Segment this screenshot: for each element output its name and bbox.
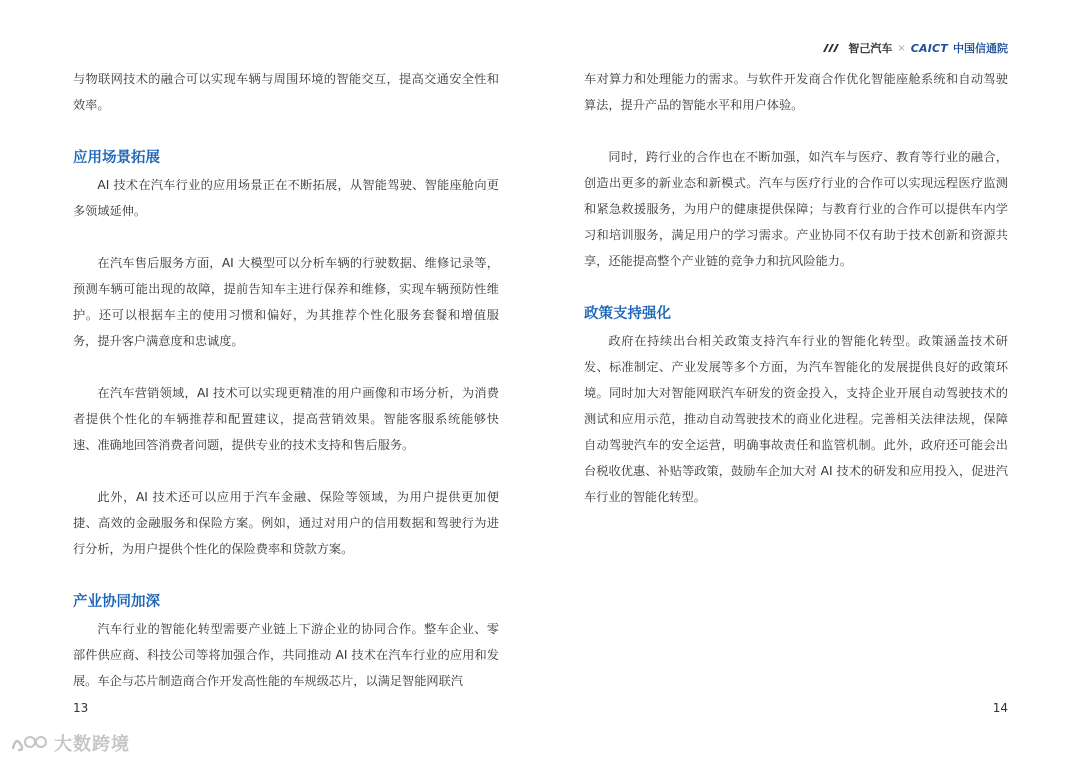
section-paragraph: AI 技术在汽车行业的应用场景正在不断拓展，从智能驾驶、智能座舱向更多领域延伸。 bbox=[73, 178, 499, 218]
right-column bbox=[584, 66, 1008, 510]
watermark-logo-icon bbox=[10, 733, 50, 753]
left-column bbox=[73, 66, 499, 694]
section-paragraph: 此外，AI 技术还可以应用于汽车金融、保险等领域，为用户提供更加便捷、高效的金融服务和保险方案。例如，通过对用户的信用数据和驾驶行为进行分析，为用户提供个性化的保险费率和贷款方案。 bbox=[73, 490, 499, 556]
intro-paragraph: 与物联网技术的融合可以实现车辆与周围环境的智能交互，提高交通安全性和效率。 bbox=[73, 72, 499, 112]
continued-paragraph: 车对算力和处理能力的需求。与软件开发商合作优化智能座舱系统和自动驾驶算法，提升产品的智能水平和用户体验。 bbox=[584, 72, 1008, 112]
brand-caict-cn: 中国信通院 bbox=[953, 42, 1008, 55]
brand-caict: CAICT bbox=[910, 41, 948, 55]
section-heading-industry-collaboration: 产业协同加深 bbox=[73, 594, 160, 610]
logo-separator: × bbox=[897, 42, 906, 54]
page-number: 13 bbox=[73, 701, 89, 715]
section-paragraph: 政府在持续出台相关政策支持汽车行业的智能化转型。政策涵盖技术研发、标准制定、产业发展等多个方面，为汽车智能化的发展提供良好的政策环境。同时加大对智能网联汽车研发的资金投入，支持企业开展自动驾驶技术的测试和应用示范，推动自动驾驶技术的商业化进程。完善相关法律法规，保障自动驾驶汽车的安全运营，明确事故责任和监管机制。此外，政府还可能会出台税收优惠、补贴等政策，鼓励车企加大对 AI 技术的研发和应用投入，促进汽车行业的智能化转型。 bbox=[584, 334, 1008, 504]
section-paragraph: 在汽车售后服务方面，AI 大模型可以分析车辆的行驶数据、维修记录等，预测车辆可能出现的故障，提前告知车主进行保养和维修，实现车辆预防性维护。还可以根据车主的使用习惯和偏好，为其推荐个性化服务套餐和增值服务，提升客户满意度和忠诚度。 bbox=[73, 256, 499, 348]
zhiji-logo-icon bbox=[823, 43, 843, 53]
section-paragraph: 在汽车营销领域，AI 技术可以实现更精准的用户画像和市场分析，为消费者提供个性化的车辆推荐和配置建议，提高营销效果。智能客服系统能够快速、准确地回答消费者问题，提供专业的技术支持和售后服务。 bbox=[73, 386, 499, 452]
section-paragraph: 同时，跨行业的合作也在不断加强，如汽车与医疗、教育等行业的融合，创造出更多的新业态和新模式。汽车与医疗行业的合作可以实现远程医疗监测和紧急救援服务，为用户的健康提供保障；与教育行业的合作可以提供车内学习和培训服务，满足用户的学习需求。产业协同不仅有助于技术创新和资源共享，还能提高整个产业链的竞争力和抗风险能力。 bbox=[584, 150, 1008, 268]
page-number: 14 bbox=[992, 701, 1008, 715]
section-paragraph: 汽车行业的智能化转型需要产业链上下游企业的协同合作。整车企业、零部件供应商、科技公司等将加强合作，共同推动 AI 技术在汽车行业的应用和发展。车企与芯片制造商合作开发高性能的车规级芯片，以满足智能网联汽 bbox=[73, 622, 499, 688]
watermark bbox=[10, 730, 130, 756]
right-page bbox=[540, 0, 1080, 763]
watermark-text: 大数跨境 bbox=[54, 734, 130, 755]
header-logos bbox=[823, 40, 1008, 56]
section-heading-policy-support: 政策支持强化 bbox=[584, 306, 671, 322]
brand-zhiji: 智己汽车 bbox=[848, 42, 893, 55]
section-heading-application-scenarios: 应用场景拓展 bbox=[73, 150, 160, 166]
